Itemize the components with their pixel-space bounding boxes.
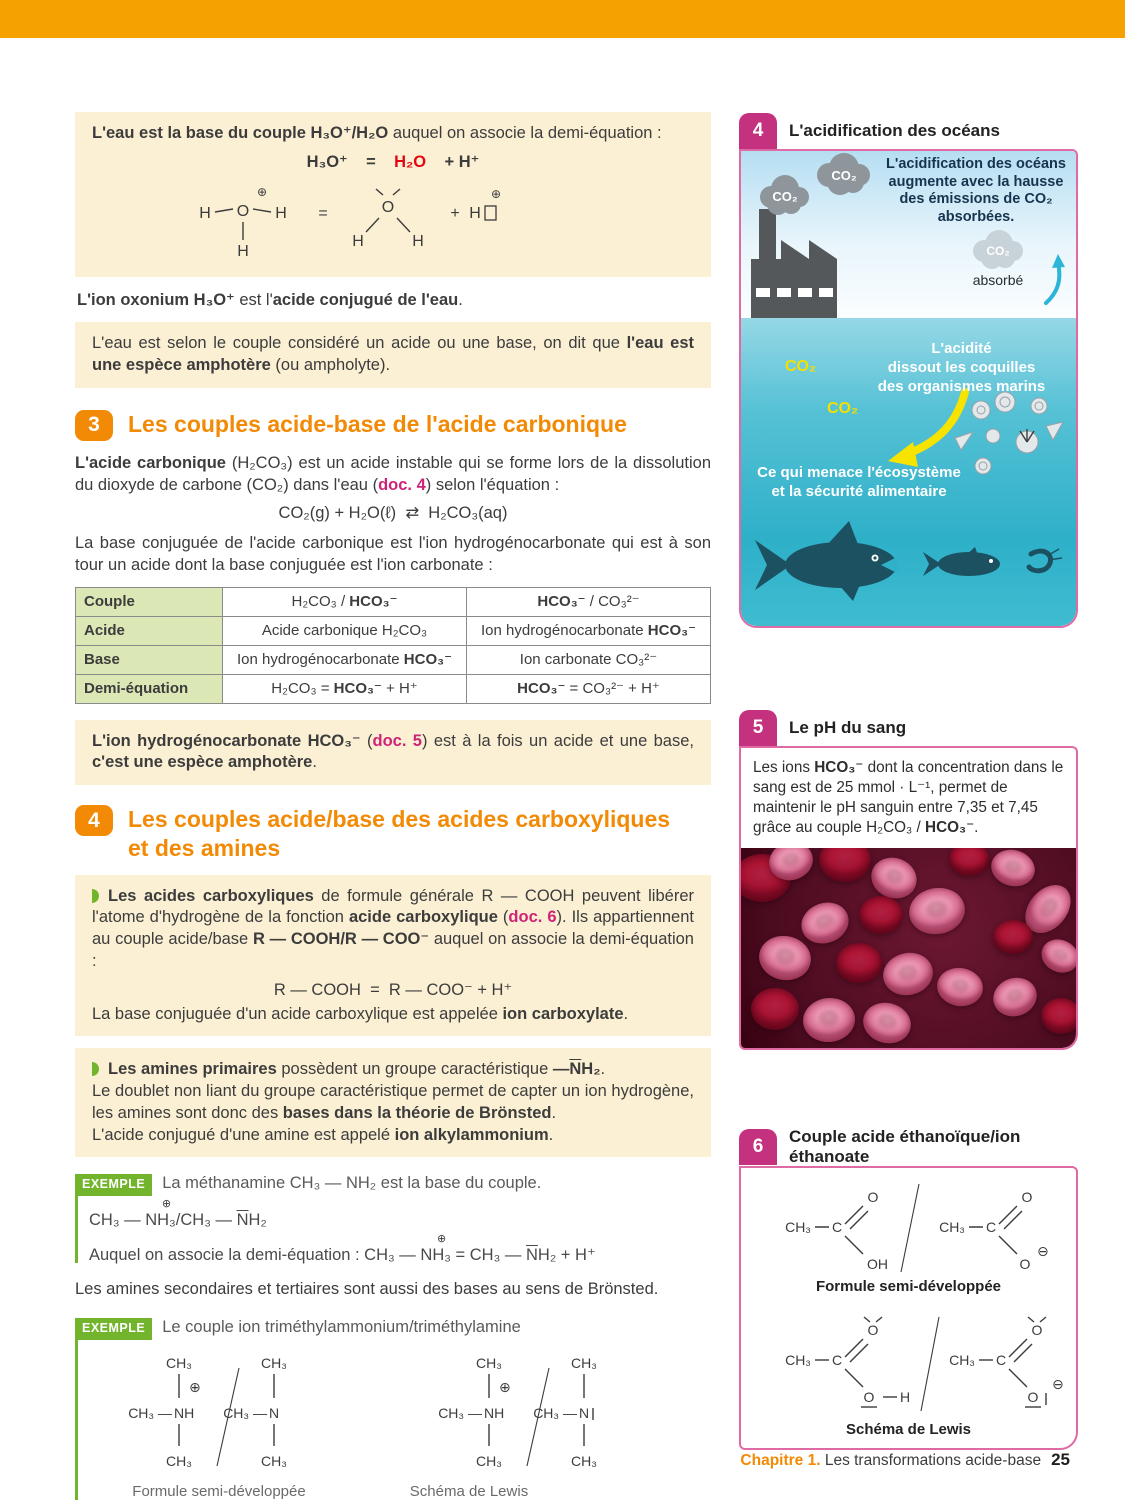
table-cell: Ion carbonate CO₃²⁻ (467, 645, 711, 674)
water-couple-box (75, 112, 711, 277)
doc-5-badge: 5 (739, 710, 777, 746)
blood-cell (935, 964, 986, 1008)
page-footer (740, 1450, 1070, 1470)
svg-text:C: C (995, 1352, 1007, 1369)
sky-area (741, 151, 1076, 318)
lewis-caption: Schéma de Lewis (845, 1421, 972, 1439)
svg-text:O: O (867, 1322, 879, 1339)
table-cell: Acide carbonique H₂CO₃ (223, 616, 467, 645)
secondary-amines-line: Les amines secondaires et tertiaires sont aussi des bases au sens de Brönsted. (75, 1280, 659, 1299)
table-cell: HCO₃⁻ = CO₃²⁻ + H⁺ (467, 674, 711, 703)
carboxylic-equation: R — COOH = R — COO⁻ + H⁺ (273, 980, 513, 999)
svg-text:C: C (831, 1219, 843, 1236)
row-header: Couple (76, 587, 223, 616)
section-4-badge: 4 (75, 805, 113, 836)
svg-text:⊕: ⊕ (257, 184, 268, 199)
blood-cell (756, 931, 815, 983)
svg-text:C: C (985, 1219, 997, 1236)
doc-5-blood (739, 710, 1078, 1050)
blood-cell (949, 848, 989, 876)
svg-text:N: N (579, 1404, 590, 1421)
svg-text:⊕: ⊕ (491, 186, 502, 201)
svg-text:CH₃: CH₃ (166, 1354, 192, 1371)
svg-text:H: H (412, 232, 424, 250)
svg-text:H: H (237, 242, 249, 260)
svg-text:H: H (352, 232, 364, 250)
svg-text:CH₃: CH₃ (261, 1354, 287, 1371)
svg-text:CH₃: CH₃ (785, 1352, 811, 1369)
table-cell: HCO₃⁻ / CO₃²⁻ (467, 587, 711, 616)
amines-box (75, 1048, 711, 1157)
acid-base-table (75, 587, 711, 704)
doc-6-ethanoic (739, 1127, 1078, 1450)
methanamine-half-equation: Auquel on associe la demi-équation : CH₃ — N ⊕ H₃ = CH₃ — $\overline{N}H_2 + H^+$ (89, 1232, 596, 1264)
svg-text:OH: OH (867, 1256, 888, 1273)
blood-cell (801, 995, 857, 1044)
doc-6-badge: 6 (739, 1129, 777, 1165)
svg-text:CO₂: CO₂ (772, 189, 798, 204)
water-area (741, 318, 1076, 626)
amphoteric-box: L'eau est selon le couple considéré un acide ou une base, on dit que l'eau est une espèce amphotère (ou ampholyte). (75, 322, 711, 388)
row-header: Base (76, 645, 223, 674)
svg-text:CH₃: CH₃ (166, 1452, 192, 1469)
svg-text:⊖: ⊖ (1052, 1376, 1064, 1393)
example-1-intro: La méthanamine CH₃ — NH₂ est la base du couple. (162, 1174, 542, 1193)
amines-line-1: Les amines primaires possèdent un groupe caractéristique $—\overline{N}H_2$. (108, 1060, 606, 1079)
example-2-intro: Le couple ion triméthylammonium/triméthylamine (162, 1318, 521, 1337)
svg-text:CH₃: CH₃ (939, 1219, 965, 1236)
example-methanamine (75, 1173, 711, 1265)
ocean-illustration (739, 149, 1078, 628)
svg-text:C: C (831, 1352, 843, 1369)
svg-text:CH₃ —: CH₃ — (533, 1404, 577, 1421)
blood-cell (987, 848, 1039, 891)
s3-paragraph-2: La base conjuguée de l'acide carbonique est l'ion hydrogénocarbonate qui est à son tour un acide dont la base conjuguée est l'ion carbonate : (75, 534, 711, 574)
section-4-title: Les couples acide/base des acides carboxyliques et des amines (128, 806, 671, 861)
svg-text:H: H (899, 1389, 911, 1406)
hydrogenocarbonate-box: L'ion hydrogénocarbonate HCO₃⁻ (doc. 5) est à la fois un acide et une base, c'est une espèce amphotère. (75, 720, 711, 786)
svg-text:CH₃ —: CH₃ — (438, 1404, 482, 1421)
blood-cell (988, 972, 1042, 1022)
doc-4-title: L'acidification des océans (789, 121, 1000, 141)
amines-line-3: L'acide conjugué d'une amine est appelé ion alkylammonium. (92, 1125, 554, 1144)
svg-text:CH₃: CH₃ (261, 1452, 287, 1469)
chapter-title: Les transformations acide-base (820, 1452, 1042, 1469)
row-header: Demi-équation (76, 674, 223, 703)
blood-cell (993, 920, 1033, 954)
amines-line-2: Le doublet non liant du groupe caractéristique permet de capter un ion hydrogène, les amines sont donc des bases dans la théorie de Brönsted. (92, 1082, 694, 1122)
section-3-title: Les couples acide-base de l'acide carbonique (128, 410, 627, 437)
lewis-caption: Schéma de Lewis (409, 1482, 529, 1500)
row-header: Acide (76, 616, 223, 645)
blood-cell (751, 988, 799, 1030)
table-cell: Ion hydrogénocarbonate HCO₃⁻ (467, 616, 711, 645)
svg-text:CH₃: CH₃ (476, 1354, 502, 1371)
semi-dev-caption: Formule semi-développée (815, 1278, 1002, 1296)
svg-text:CO₂: CO₂ (831, 168, 857, 183)
doc-4-badge: 4 (739, 113, 777, 149)
s3-paragraph-1: L'acide carbonique (H₂CO₃) est un acide instable qui se forme lors de la dissolution du dioxyde de carbone (CO₂) dans l'eau (doc. 4) selon l'équation : (75, 453, 711, 494)
carboxylic-paragraph: Les acides carboxyliques de formule générale R — COOH peuvent libérer l'atome d'hydrogène de la fonction acide carboxylique (doc. 6). Ils appartiennent au couple acide/base R — COOH/R — COO⁻ auquel on associe la demi-équation : (92, 886, 694, 970)
semi-dev-caption: Formule semi-développée (132, 1482, 306, 1500)
co2-water-label: CO₂ (827, 400, 859, 417)
svg-text:H: H (199, 204, 211, 222)
svg-text:O: O (1027, 1389, 1039, 1406)
svg-text:H: H (469, 204, 481, 222)
water-couple-intro: L'eau est la base du couple H₃O⁺/H₂O auquel on associe la demi-équation : (92, 124, 662, 142)
svg-text:⊕: ⊕ (499, 1378, 511, 1395)
carboxylic-box (75, 875, 711, 1037)
section-3-heading (75, 410, 711, 441)
example-badge: EXEMPLE (75, 1174, 152, 1196)
svg-text:absorbé: absorbé (972, 272, 1024, 288)
table-cell: H₂CO₃ / HCO₃⁻ (223, 587, 467, 616)
table-row (76, 645, 711, 674)
ethanoic-semi-dev-diagram (749, 1174, 1068, 1278)
blood-cell (859, 997, 915, 1047)
section-3-badge: 3 (75, 410, 113, 441)
example-badge: EXEMPLE (75, 1318, 152, 1340)
absorption-arrow-icon (1046, 254, 1065, 303)
example-trimethylamine (75, 1317, 711, 1500)
svg-text:N: N (269, 1404, 280, 1421)
svg-text:CH₃: CH₃ (571, 1452, 597, 1469)
svg-text:NH: NH (174, 1404, 195, 1421)
main-column (75, 112, 711, 1500)
svg-text:O: O (867, 1189, 879, 1206)
svg-text:O: O (1031, 1322, 1043, 1339)
svg-text:CH₃: CH₃ (949, 1352, 975, 1369)
methanamine-couple: CH₃ — N ⊕ H₃/CH₃ — $\overline{N}H_2$ (89, 1197, 267, 1229)
doc-4-ocean (739, 113, 1078, 628)
svg-text:+: + (450, 204, 460, 222)
blood-cells-photo (741, 848, 1076, 1048)
svg-text:⊕: ⊕ (189, 1378, 201, 1395)
shells-icon (955, 392, 1063, 474)
blood-cell (879, 948, 937, 999)
blood-ph-text: Les ions HCO₃⁻ dont la concentration dans le sang est de 25 mmol · L⁻¹, permet de maintenir le pH sanguin entre 7,35 et 7,45 grâce au couple H₂CO₃ / HCO₃⁻. (753, 759, 1064, 836)
svg-text:CH₃ —: CH₃ — (223, 1404, 267, 1421)
svg-text:CH₃: CH₃ (571, 1354, 597, 1371)
blood-cell (859, 896, 903, 934)
blood-cell (1036, 933, 1076, 978)
blood-cell (905, 883, 968, 938)
fish-icons (755, 521, 1062, 601)
structure-captions (89, 1482, 711, 1500)
table-cell: H₂CO₃ = HCO₃⁻ + H⁺ (223, 674, 467, 703)
svg-text:O: O (1019, 1256, 1031, 1273)
table-row (76, 616, 711, 645)
ocean-caption: L'acidification des océans augmente avec la hausse des émissions de CO₂ absorbées. (886, 156, 1066, 226)
page-number: 25 (1051, 1450, 1070, 1469)
table-row (76, 587, 711, 616)
water-half-equation: H₃O⁺ = H₂O + H⁺ (306, 152, 480, 171)
svg-text:O: O (863, 1389, 875, 1406)
svg-text:NH: NH (484, 1404, 505, 1421)
water-structure-diagram (183, 176, 603, 266)
blood-cell (1041, 998, 1076, 1034)
svg-text:CH₃: CH₃ (476, 1452, 502, 1469)
top-bar (0, 0, 1125, 38)
blood-cell (796, 895, 855, 949)
carbonic-equation: CO₂(g) + H₂O(ℓ) ⇄ H₂CO₃(aq) (278, 504, 508, 523)
svg-text:CH₃ —: CH₃ — (128, 1404, 172, 1421)
green-bullet-icon (92, 889, 99, 903)
green-bullet-icon (92, 1062, 99, 1076)
doc-6-title: Couple acide éthanoïque/ion éthanoate (789, 1127, 1021, 1166)
chapter-label: Chapitre 1. (740, 1452, 821, 1469)
table-cell: Ion hydrogénocarbonate HCO₃⁻ (223, 645, 467, 674)
acidity-text: L'acidité dissout les coquilles des organismes marins (877, 340, 1046, 395)
threat-text: Ce qui menace l'écosystème et la sécurité alimentaire (757, 464, 961, 500)
oxonium-line: L'ion oxonium H₃O⁺ est l'acide conjugué de l'eau. (77, 290, 463, 309)
acid-arrow-icon (888, 392, 965, 467)
table-row (76, 674, 711, 703)
svg-text:O: O (381, 198, 395, 216)
svg-text:CH₃: CH₃ (785, 1219, 811, 1236)
co2-water-label: CO₂ (785, 358, 817, 375)
svg-text:CO₂: CO₂ (986, 244, 1010, 258)
trimethyl-structures-diagram (89, 1344, 709, 1482)
svg-text:O: O (236, 202, 250, 220)
svg-text:H: H (275, 204, 287, 222)
svg-text:O: O (1021, 1189, 1033, 1206)
doc-5-title: Le pH du sang (789, 718, 907, 738)
svg-text:=: = (318, 204, 328, 222)
section-4-heading (75, 805, 711, 863)
carboxylate-line: La base conjuguée d'un acide carboxylique est appelée ion carboxylate. (92, 1004, 629, 1023)
blood-cell (819, 848, 871, 882)
ethanoic-lewis-diagram (749, 1301, 1068, 1417)
factory-icon (751, 209, 837, 318)
svg-text:⊖: ⊖ (1037, 1243, 1049, 1260)
blood-cell (836, 943, 882, 983)
